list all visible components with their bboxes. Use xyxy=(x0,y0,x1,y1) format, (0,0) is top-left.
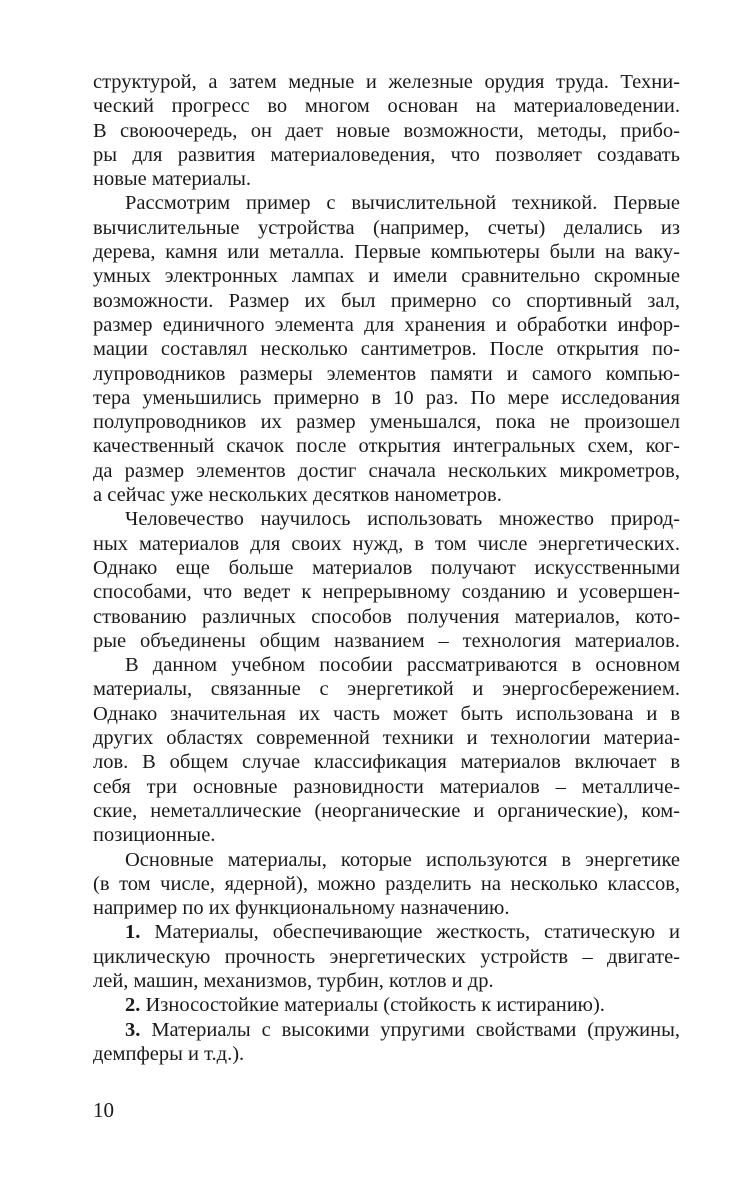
text-line: Рассмотрим пример с вычислительной техникой. Первые xyxy=(125,192,680,215)
text-line: а сейчас уже нескольких десятков нанометров. xyxy=(93,484,502,507)
list-text: Материалы, обеспечивающие жесткость, статическую и xyxy=(154,921,681,944)
text-line: новые материалы. xyxy=(93,168,251,191)
page-body xyxy=(93,70,680,1066)
text-line: позиционные. xyxy=(93,824,216,847)
text-line: Основные материалы, которые используются в энергетике xyxy=(125,848,680,871)
text-line: лов. В общем случае классификация материалов включает в xyxy=(93,751,680,774)
text-line: В данном учебном пособии рассматриваются в основном xyxy=(125,654,680,677)
text-line: качественный скачок после открытия интегральных схем, ког- xyxy=(93,435,680,458)
list-item xyxy=(93,920,680,993)
text-line: лупроводников размеры элементов памяти и самого компью- xyxy=(93,362,680,385)
text-line: демпферы и т.д.). xyxy=(93,1042,245,1065)
text-line: материалы, связанные с энергетикой и энергосбережением. xyxy=(93,678,680,701)
text-line: структурой, а затем медные и железные орудия труда. Техни- xyxy=(93,71,680,93)
text-line: себя три основные разновидности материалов – металличе- xyxy=(93,775,680,798)
text-line: умных электронных лампах и имели сравнительно скромные xyxy=(93,265,680,288)
text-line: мации составлял несколько сантиметров. После открытия по- xyxy=(93,338,680,361)
list-number: 1. xyxy=(125,921,141,944)
text-line: дерева, камня или металла. Первые компьютеры были на ваку- xyxy=(93,241,680,264)
text-line: да размер элементов достиг сначала нескольких микрометров, xyxy=(93,459,680,482)
text-line: вычислительные устройства (например, счеты) делались из xyxy=(93,216,680,239)
text-line xyxy=(93,993,680,1017)
text-line: ры для развития материаловедения, что позволяет создавать xyxy=(93,143,680,166)
text-line: (в том числе, ядерной), можно разделить на несколько классов, xyxy=(93,872,680,895)
paragraph-1 xyxy=(93,70,680,191)
paragraph-3 xyxy=(93,507,680,653)
paragraph-5 xyxy=(93,848,680,921)
text-line: лей, машин, механизмов, турбин, котлов и др. xyxy=(93,969,494,992)
text-line: возможности. Размер их был примерно со спортивный зал, xyxy=(93,289,680,312)
text-line: ных материалов для своих нужд, в том числе энергетических. xyxy=(93,532,680,555)
text-line: рые объединены общим названием – технология материалов. xyxy=(93,629,680,652)
text-line: Человечество научилось использовать множество природ- xyxy=(125,508,680,531)
page-number: 10 xyxy=(93,1098,114,1122)
text-line: других областях современной техники и технологии материа- xyxy=(93,727,680,750)
text-line: Однако еще больше материалов получают искусственными xyxy=(93,556,680,579)
text-line: полупроводников их размер уменьшался, пока не произошел xyxy=(93,411,680,434)
text-line: тера уменьшились примерно в 10 раз. По мере исследования xyxy=(93,386,680,409)
text-line: ствованию различных способов получения материалов, кото- xyxy=(93,605,680,628)
text-line: размер единичного элемента для хранения и обработки инфор- xyxy=(93,313,680,336)
list-text: Износостойкие материалы (стойкость к истиранию). xyxy=(145,994,605,1017)
text-line: В своюочередь, он дает новые возможности, методы, прибо- xyxy=(93,119,680,142)
text-line: ческий прогресс во многом основан на материаловедении. xyxy=(93,95,680,118)
list-number: 2. xyxy=(125,994,141,1017)
text-line: например по их функциональному назначению. xyxy=(93,897,510,920)
text-line xyxy=(93,920,680,944)
text-line: циклическую прочность энергетических устройств – двигате- xyxy=(93,945,680,968)
text-line: Однако значительная их часть может быть использована и в xyxy=(93,702,680,725)
list-number: 3. xyxy=(125,1018,141,1041)
list-text: Материалы с высокими упругими свойствами (пружины, xyxy=(151,1018,680,1041)
text-line: способами, что ведет к непрерывному созданию и усовершен- xyxy=(93,581,680,604)
list-item xyxy=(93,1018,680,1067)
list-item xyxy=(93,993,680,1017)
text-line xyxy=(93,1018,680,1042)
text-line: ские, неметаллические (неорганические и органические), ком- xyxy=(93,799,680,822)
paragraph-4 xyxy=(93,653,680,847)
paragraph-2 xyxy=(93,191,680,507)
